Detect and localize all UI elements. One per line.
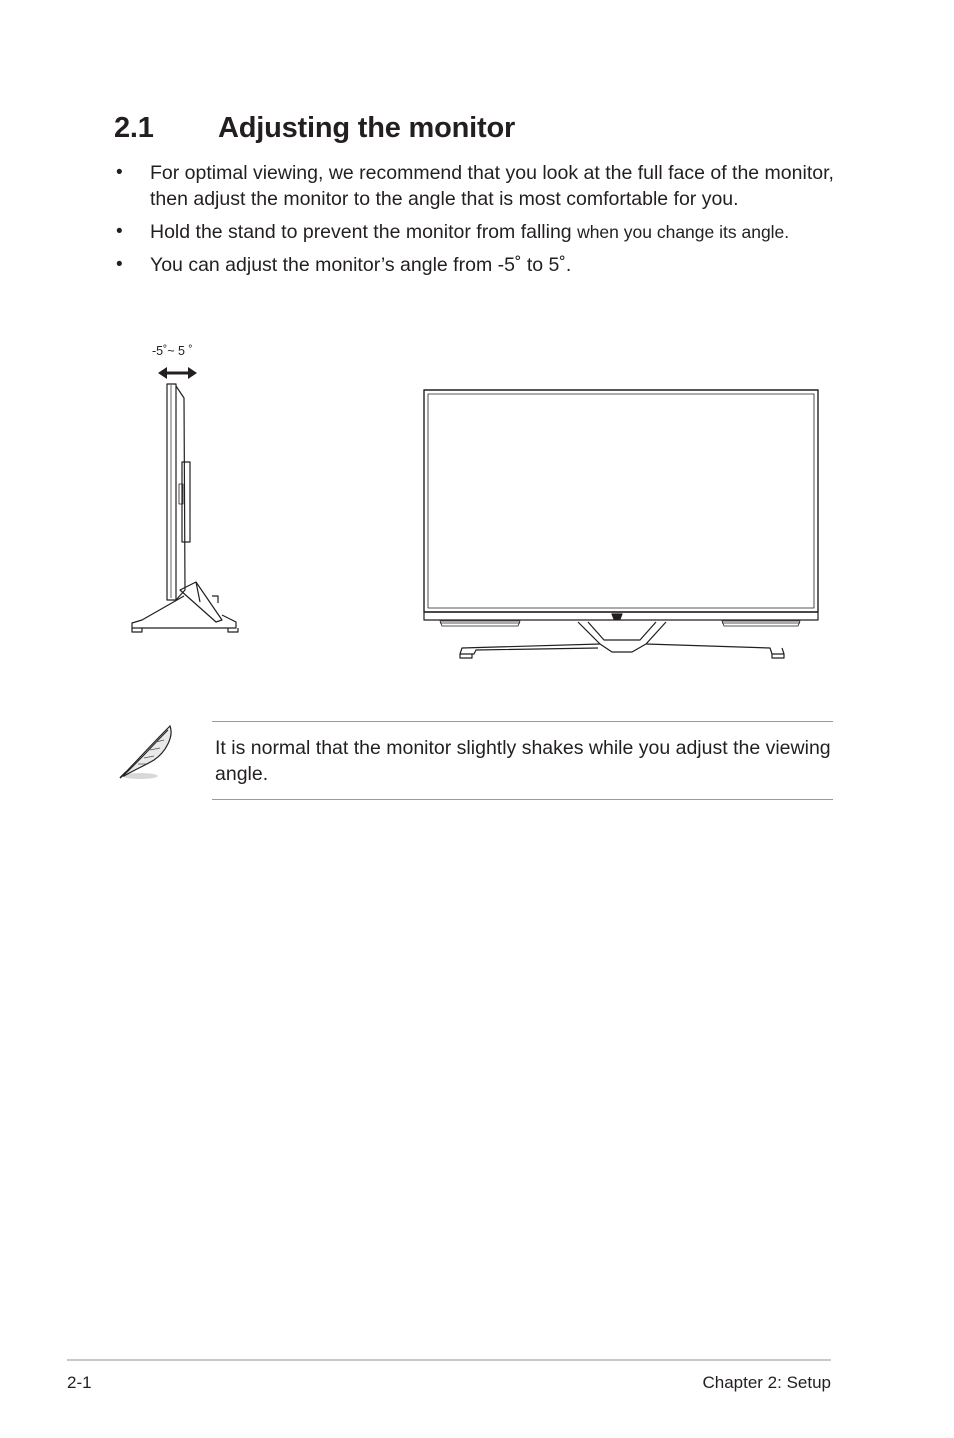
page-number: 2-1 [67, 1373, 92, 1392]
list-item-text: Hold the stand to prevent the monitor from falling [150, 221, 578, 243]
note-text: It is normal that the monitor slightly shakes while you adjust the viewing angle. [212, 721, 833, 800]
tilt-angle-label: -5˚~ 5 ˚ [152, 344, 193, 358]
list-item-text: For optimal viewing, we recommend that you look at the full face of the monitor, then adjust the monitor to the angle that is most comfortable for you. [150, 162, 834, 210]
section-number: 2.1 [114, 112, 154, 144]
bullet-icon: • [116, 254, 123, 275]
bullet-icon: • [116, 162, 123, 183]
chapter-label: Chapter 2: Setup [702, 1373, 831, 1392]
instruction-list [114, 160, 834, 285]
monitor-illustration [120, 340, 820, 670]
note-block [114, 720, 832, 796]
feather-pen-icon [114, 722, 178, 782]
footer-divider [67, 1359, 831, 1361]
list-item-text: You can adjust the monitor’s angle from -5˚ to 5˚. [150, 254, 572, 276]
list-item-text-small: when you change its angle. [577, 222, 790, 242]
monitor-front-view-icon [424, 390, 818, 658]
monitor-side-view-icon [132, 384, 238, 632]
tilt-arrow-icon [158, 367, 197, 379]
section-title: Adjusting the monitor [218, 112, 516, 144]
list-item [114, 252, 834, 278]
bullet-icon: • [116, 221, 123, 242]
list-item [114, 219, 834, 245]
list-item [114, 160, 834, 212]
